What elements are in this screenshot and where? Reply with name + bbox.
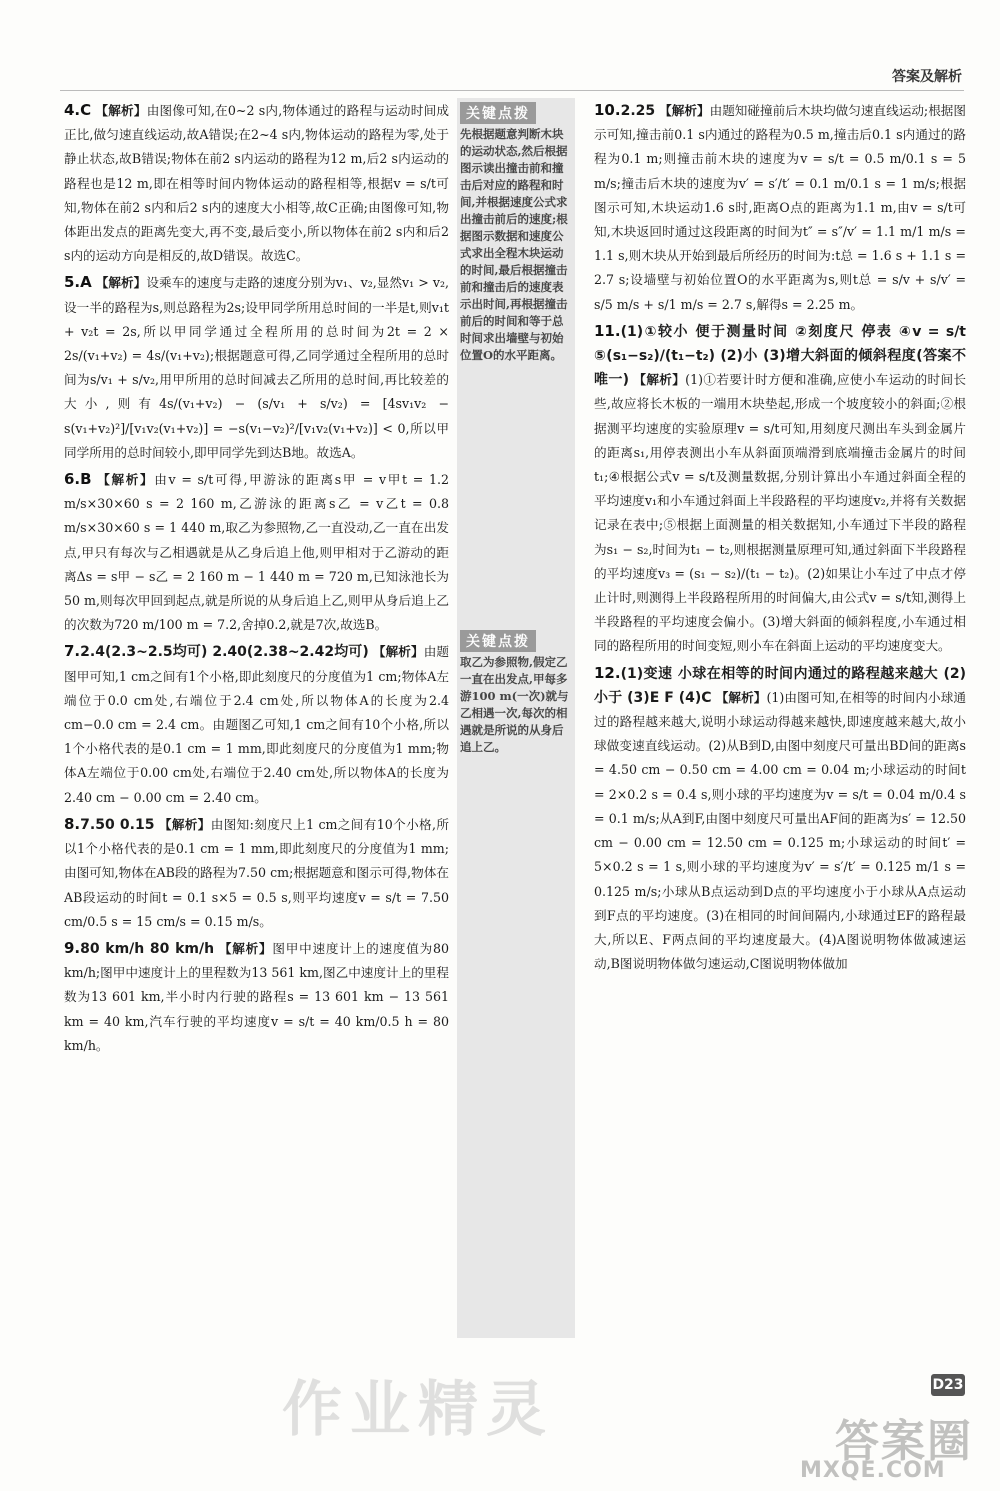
analysis-tag: 【解析】 bbox=[95, 275, 147, 291]
answer-8 bbox=[64, 812, 449, 934]
watermark-logo: 作业精灵 bbox=[282, 1375, 554, 1445]
analysis-text: (1)①若要计时方便和准确,应使小车运动的时间长些,故应将长木板的一端用木块垫起,形成一个坡度较小的斜面;②根据测平均速度的实验原理v = s/t可知,用刻度尺测出车头到金属片的距离s₁,用停表测出小车从斜面顶端滑到底端撞击金属片的时间t₁;④根据公式v = s/t及测量数据,分别计算出小车通过斜面全程的平均速度v₁和小车通过斜面上半段路程的平均速度v₂,并将有关数据记录在表中;⑤根据上面测量的相关数据知,小车通过下半段的路程为s₁ − s₂,时间为t₁ − t₂,则根据测量原理可知,通过斜面下半段路程的平均速度v₃ = (s₁ − s₂)/(t₁ − t₂)。(2)如果让小车过了中点才停止计时,则测得上半段路程所用的时间偏大,由公式v = s/t知,测得上半段路程的平均速度会偏小。(3)增大斜面的倾斜程度,小车通过相同的路程所用的时间变短,则小车在斜面上运动的平均速度变大。 bbox=[594, 372, 966, 654]
question-number: 12. bbox=[594, 663, 621, 682]
note-text: 先根据题意判断木块的运动状态,然后根据图示读出撞击前和撞击后对应的路程和时间,并根据速度公式求出撞击前后的速度;根据图示数据和速度公式求出全程木块运动的时间,最后根据撞击前和撞击后的速度表示出时间,再根据撞击前后的时间和等于总时间求出墙壁与初始位置O的水平距离。 bbox=[460, 127, 568, 362]
analysis-text: 设乘车的速度与走路的速度分别为v₁、v₂,显然v₁ > v₂,设一半的路程为s,则总路程为2s;设甲同学所用总时间的一半是t,则v₁t + v₂t = 2s,所以甲同学通过全程所用的总时间为2t = 2 × 2s/(v₁+v₂) = 4s/(v₁+v₂);根据题意可得,乙同学通过全程所用的总时间为s/v₁ + s/v₂,用甲所用的总时间减去乙所用的总时间,再比较差的大小,则有4s/(v₁+v₂) − (s/v₁ + s/v₂) = [4sv₁v₂ − s(v₁+v₂)²]/[v₁v₂(v₁+v₂)] = −s(v₁−v₂)²/[v₁v₂(v₁+v₂)] < 0,所以甲同学所用的总时间较小,即甲同学先到达B地。故选A。 bbox=[64, 275, 450, 460]
analysis-tag: 【解析】 bbox=[97, 472, 155, 488]
page-header: 答案及解析 bbox=[892, 69, 962, 85]
question-number: 11. bbox=[594, 321, 621, 340]
answer-key: 2.25 bbox=[620, 103, 656, 119]
question-number: 6.B bbox=[64, 470, 92, 489]
analysis-text: 由题图甲可知,1 cm之间有1个小格,即此刻度尺的分度值为1 cm;物体A左端位于0.0 cm处,右端位于2.4 cm处,所以物体A的长度为2.4 cm−0.0 cm = 2.4 cm。由题图乙可知,1 cm之间有10个小格,所以1个小格代表的是0.1 cm = 1 mm,即此刻度尺的分度值为1 mm;物体A左端位于0.00 cm处,右端位于2.40 cm处,所以物体A的长度为2.40 cm − 0.00 cm = 2.40 cm。 bbox=[64, 644, 449, 805]
answer-12 bbox=[594, 661, 966, 977]
question-number: 8. bbox=[64, 814, 81, 833]
analysis-text: 由图像可知,在0~2 s内,物体通过的路程与运动时间成正比,做匀速直线运动,故A错误;在2~4 s内,物体运动的路程为零,处于静止状态,故B错误;物体在前2 s内运动的路程为12 m,后2 s内运动的路程也是12 m,即在相等时间内物体运动的路程相等,根据v = s/t可知,物体在前2 s内和后2 s内的速度大小相等,故C正确;由图像可知,物体距出发点的距离先变大,再不变,最后变小,所以物体在前2 s内和后2 s内的运动方向是相反的,故D错误。故选C。 bbox=[64, 103, 449, 264]
analysis-text: 图甲中速度计上的速度值为80 km/h;图甲中速度计上的里程数为13 561 km,图乙中速度计上的里程数为13 601 km,半小时内行驶的路程s = 13 601 km − 13 561 km = 40 km,汽车行驶的平均速度v = s/t = 40 km/0.5 h = 80 km/h。 bbox=[64, 940, 450, 1053]
watermark-logo: 答案圈 bbox=[835, 1416, 973, 1467]
analysis-text: 由题知碰撞前后木块均做匀速直线运动;根据图示可知,撞击前0.1 s内通过的路程为0.5 m,撞击后0.1 s内通过的路程为0.1 m;则撞击前木块的速度为v = s/t = 0.5 m/0.1 s = 5 m/s;撞击后木块的速度为v′ = s′/t′ = 0.1 m/0.1 s = 1 m/s;根据图示可知,木块运动1.6 s时,距离O点的距离为1.1 m,由v = s/t可知,木块返回时通过这段距离的时间为t″ = s″/v′ = 1.1 m/1 m/s = 1.1 s,则木块从开始到最后所经历的时间为:t总 = 1.6 s + 1.1 s = 2.7 s;设墙壁与初始位置O的水平距离为s,则t总 = s/v + s/v′ = s/5 m/s + s/1 m/s = 2.7 s,解得s = 2.25 m。 bbox=[594, 103, 966, 312]
page-number: D23 bbox=[931, 1374, 965, 1396]
note-title: 关键点拨 bbox=[460, 102, 536, 124]
analysis-tag: 【解析】 bbox=[218, 940, 273, 956]
answer-9 bbox=[64, 936, 449, 1058]
analysis-tag: 【解析】 bbox=[95, 103, 147, 118]
answer-key: (1)变速 小球在相等的时间内通过的路程越来越大 (2)小于 (3)E F (4)C bbox=[594, 665, 966, 706]
question-number: 10. bbox=[594, 101, 621, 119]
answer-key: 80 km/h 80 km/h bbox=[80, 940, 215, 957]
analysis-text: (1)由图可知,在相等的时间内小球通过的路程越来越大,说明小球运动得越来越快,即速度越来越大,故小球做变速直线运动。(2)从B到D,由图中刻度尺可量出BD间的距离s = 4.50 cm − 0.50 cm = 4.00 cm = 0.04 m;小球运动的时间t = 2×0.2 s = 0.4 s,则小球的平均速度为v = s/t = 0.04 m/0.4 s = 0.1 m/s;从A到F,由图中刻度尺可量出AF间的距离为s′ = 12.50 cm − 0.00 cm = 12.50 cm = 0.125 m;小球运动的时间t′ = 5×0.2 s = 1 s,则小球的平均速度为v′ = s′/t′ = 0.125 m/1 s = 0.125 m/s;小球从B点运动到D点的平均速度小于小球从A点运动到F点的平均速度。(3)在相同的时间间隔内,小球通过EF的路程最大,所以E、F两点间的平均速度最大。(4)A图说明物体做减速运动,B图说明物体做匀速运动,C图说明物体做加 bbox=[594, 689, 966, 972]
watermark-url: MXQE.COM bbox=[800, 1458, 946, 1483]
header-divider bbox=[60, 90, 964, 91]
note-text: 取乙为参照物,假定乙一直在出发点,甲每多游100 m(一次)就与乙相遇一次,每次的相遇就是所说的从身后追上乙。 bbox=[460, 655, 569, 754]
right-column bbox=[594, 98, 966, 978]
question-number: 4.C bbox=[64, 101, 92, 119]
answer-4 bbox=[64, 98, 449, 268]
answer-11 bbox=[594, 319, 966, 659]
answer-10 bbox=[594, 98, 966, 317]
analysis-text: 由图知:刻度尺上1 cm之间有10个小格,所以1个小格代表的是0.1 cm = 1 mm,即此刻度尺的分度值为1 mm;由图可知,物体在AB段的路程为7.50 cm;根据题意和图示可得,物体在AB段运动的时间t = 0.1 s×5 = 0.5 s,则平均速度v = s/t = 7.50 cm/0.5 s = 15 cm/s = 0.15 m/s。 bbox=[64, 816, 449, 929]
answer-key: (1)①较小 便于测量时间 ②刻度尺 停表 ④v = s/t ⑤(s₁−s₂)/(t₁−t₂) (2)小 (3)增大斜面的倾斜程度(答案不唯一) bbox=[594, 323, 966, 389]
note-title: 关键点拨 bbox=[460, 630, 536, 652]
answer-key: 2.4(2.3~2.5均可) 2.40(2.38~2.42均可) bbox=[80, 644, 369, 661]
key-note-2 bbox=[460, 630, 572, 756]
analysis-tag: 【解析】 bbox=[158, 816, 211, 832]
key-note-1 bbox=[460, 102, 572, 364]
analysis-tag: 【解析】 bbox=[659, 103, 710, 118]
answer-6 bbox=[64, 467, 449, 637]
left-column bbox=[64, 98, 449, 1060]
question-number: 7. bbox=[64, 642, 81, 661]
analysis-tag: 【解析】 bbox=[715, 689, 767, 705]
analysis-tag: 【解析】 bbox=[372, 644, 424, 660]
question-number: 9. bbox=[64, 938, 81, 957]
answer-7 bbox=[64, 639, 449, 809]
question-number: 5.A bbox=[64, 273, 92, 292]
analysis-text: 由v = s/t可得,甲游泳的距离s甲 = v甲t = 1.2 m/s×30×60 s = 2 160 m,乙游泳的距离s乙 = v乙t = 0.8 m/s×30×60 s = 1 440 m,取乙为参照物,乙一直没动,乙一直在出发点,甲只有每次与乙相遇就是从乙身后追上他,则甲相对于乙游动的距离Δs = s甲 − s乙 = 2 160 m − 1 440 m = 720 m,已知泳池长为50 m,则每次甲回到起点,就是所说的从身后追上乙,则甲从身后追上乙的次数为720 m/100 m = 7.2,舍掉0.2,就是7次,故选B。 bbox=[64, 472, 449, 633]
answer-key: 7.50 0.15 bbox=[80, 816, 155, 833]
answer-5 bbox=[64, 270, 449, 465]
analysis-tag: 【解析】 bbox=[633, 372, 686, 388]
